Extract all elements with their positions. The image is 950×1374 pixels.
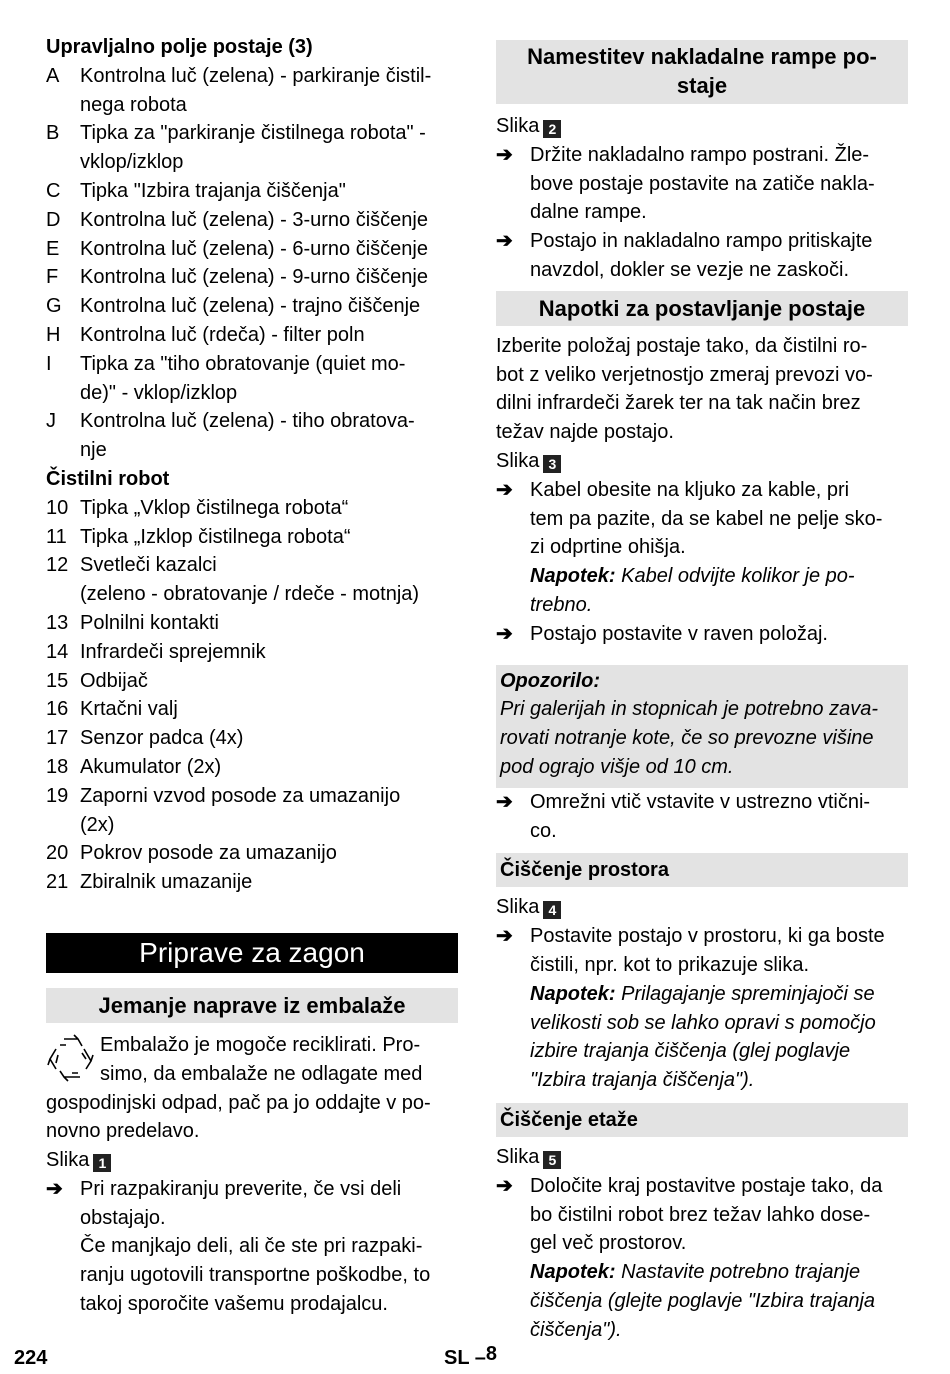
plug-step: ➔ Omrežni vtič vstavite v ustrezno vtični- co. <box>496 788 908 846</box>
arrow-right-icon: ➔ <box>496 790 513 813</box>
list-item <box>46 292 458 321</box>
item-text: Senzor padca (4x) <box>80 727 244 750</box>
item-text: Tipka za "parkiranje čistilnega robota" - vklop/izklop <box>80 122 426 174</box>
room-note: Napotek: Prilagajanje spreminjajoči se velikosti sob se lahko opravi s pomočjo izbire trajanja čiščenja (glej poglavje "Izbira trajanja čiščenja"). <box>530 982 876 1092</box>
list-item <box>46 407 458 465</box>
list-item <box>46 868 458 897</box>
item-key: 12 <box>46 554 69 577</box>
item-key: J <box>46 410 56 433</box>
item-key: 11 <box>46 525 67 548</box>
item-key: D <box>46 208 61 231</box>
left-column <box>46 33 458 1319</box>
item-key: 19 <box>46 784 69 807</box>
item-text: Svetleči kazalci (zeleno - obratovanje / rdeče - motnja) <box>80 554 420 606</box>
arrow-right-icon: ➔ <box>46 1177 63 1200</box>
placement-step-2: ➔ Postajo postavite v raven položaj. <box>496 620 908 649</box>
item-text: Kontrolna luč (zelena) - 6-urno čiščenje <box>80 237 428 260</box>
list-item <box>46 119 458 177</box>
arrow-right-icon: ➔ <box>496 230 513 253</box>
floor-cleaning-title: Čiščenje etaže <box>496 1103 908 1137</box>
figure-number-badge: 5 <box>543 1151 561 1169</box>
arrow-right-icon: ➔ <box>496 478 513 501</box>
room-cleaning-title: Čiščenje prostora <box>496 853 908 887</box>
ramp-step-2: ➔ Postajo in nakladalno rampo pritiskajte navzdol, dokler se vezje ne zaskoči. <box>496 227 908 285</box>
ramp-title: Namestitev nakladalne rampe po- staje <box>496 40 908 104</box>
item-key: 16 <box>46 698 69 721</box>
figure-ref-2: Slika 2 <box>496 112 908 141</box>
list-item <box>46 321 458 350</box>
list-item <box>46 695 458 724</box>
recycle-line-2: simo, da embalaže ne odlagate med <box>100 1062 423 1085</box>
item-text: Akumulator (2x) <box>80 755 222 778</box>
list-item <box>46 350 458 408</box>
item-key: 21 <box>46 871 69 894</box>
robot-list <box>46 494 458 897</box>
figure-ref-5: Slika 5 <box>496 1143 908 1172</box>
floor-note: Napotek: Nastavite potrebno trajanje čiščenja (glejte poglavje "Izbira trajanja čiščenja"). <box>530 1261 876 1341</box>
item-text: Zbiralnik umazanije <box>80 871 253 894</box>
warning-title: Opozorilo: <box>500 669 600 692</box>
placement-text: Izberite položaj postaje tako, da čistilni ro- bot z veliko verjetnostjo zmeraj prevozi vo- dilni infrardeči žarek ter na tak način brez težav najde postajo. <box>496 334 873 444</box>
unpack-title: Jemanje naprave iz embalaže <box>46 988 458 1023</box>
item-key: 10 <box>46 496 69 519</box>
item-text: Kontrolna luč (zelena) - trajno čiščenje <box>80 295 421 318</box>
list-item <box>46 177 458 206</box>
page-number: 224 <box>14 1347 48 1369</box>
recycle-icon <box>46 1033 96 1087</box>
section-title: Priprave za zagon <box>46 933 458 973</box>
item-key: B <box>46 122 60 145</box>
unpack-step: ➔ Pri razpakiranju preverite, če vsi deli obstajajo. <box>46 1175 458 1233</box>
recycle-line-1: Embalažo je mogoče reciklirati. Pro- <box>100 1033 421 1056</box>
figure-number-badge: 3 <box>543 455 561 473</box>
item-text: Tipka „Vklop čistilnega robota“ <box>80 496 349 519</box>
list-item <box>46 62 458 120</box>
list-item <box>46 782 458 840</box>
right-column <box>496 40 908 1344</box>
placement-step-1: ➔ Kabel obesite na kljuko za kable, pri tem pa pazite, da se kabel ne pelje sko- zi odprtine ohišja. <box>496 476 908 562</box>
item-key: A <box>46 64 60 87</box>
item-key: F <box>46 266 59 289</box>
list-item <box>46 551 458 609</box>
item-text: Zaporni vzvod posode za umazanijo (2x) <box>80 784 401 836</box>
list-item <box>46 206 458 235</box>
list-item <box>46 523 458 552</box>
placement-title: Napotki za postavljanje postaje <box>496 291 908 326</box>
list-item <box>46 494 458 523</box>
floor-step: ➔ Določite kraj postavitve postaje tako, da bo čistilni robot brez težav lahko dose- gel več prostorov. <box>496 1172 908 1258</box>
ramp-step-1: ➔ Držite nakladalno rampo postrani. Žle- bove postaje postavite na zatiče nakla- dalne rampe. <box>496 141 908 227</box>
list-item <box>46 263 458 292</box>
item-text: Tipka „Izklop čistilnega robota“ <box>80 525 351 548</box>
list-item <box>46 753 458 782</box>
recycle-paragraph <box>46 1031 458 1146</box>
figure-ref-1: Slika 1 <box>46 1146 458 1175</box>
control-panel-title: Upravljalno polje postaje (3) <box>46 36 313 58</box>
item-text: Tipka za "tiho obratovanje (quiet mo- de)" - vklop/izklop <box>80 352 406 404</box>
recycle-line-4: novno predelavo. <box>46 1120 200 1143</box>
recycle-line-3: gospodinjski odpad, pač pa jo oddajte v po- <box>46 1091 431 1114</box>
warning-box: Opozorilo: Pri galerijah in stopnicah je potrebno zava- rovati notranje kote, če so prevozne višine pod ograjo višje od 10 cm. <box>496 665 908 788</box>
item-text: Odbijač <box>80 669 148 692</box>
figure-number-badge: 4 <box>543 901 561 919</box>
list-item <box>46 638 458 667</box>
item-key: E <box>46 237 60 260</box>
item-text: Kontrolna luč (rdeča) - filter poln <box>80 323 365 346</box>
item-text: Infrardeči sprejemnik <box>80 640 266 663</box>
list-item <box>46 609 458 638</box>
item-text: Tipka "Izbira trajanja čiščenja" <box>80 179 346 202</box>
placement-note: Napotek: Kabel odvijte kolikor je po- trebno. <box>530 565 855 616</box>
item-key: 17 <box>46 727 69 750</box>
figure-number-badge: 2 <box>543 120 561 138</box>
room-step: ➔ Postavite postajo v prostoru, ki ga boste čistili, npr. kot to prikazuje slika. <box>496 922 908 980</box>
item-text: Pokrov posode za umazanijo <box>80 842 337 865</box>
list-item <box>46 667 458 696</box>
robot-title: Čistilni robot <box>46 467 170 490</box>
item-key: 20 <box>46 842 69 865</box>
arrow-right-icon: ➔ <box>496 143 513 166</box>
figure-ref-4: Slika 4 <box>496 893 908 922</box>
unpack-note: Če manjkajo deli, ali če ste pri razpaki- ranju ugotovili transportne poškodbe, to takoj sporočite vašemu prodajalcu. <box>80 1235 431 1316</box>
item-key: I <box>46 352 52 375</box>
control-list <box>46 62 458 465</box>
item-key: C <box>46 179 61 202</box>
figure-number-badge: 1 <box>93 1154 111 1172</box>
arrow-right-icon: ➔ <box>496 1174 513 1197</box>
list-item <box>46 839 458 868</box>
item-key: 13 <box>46 611 69 634</box>
item-text: Kontrolna luč (zelena) - parkiranje čistil- nega robota <box>80 64 432 116</box>
item-key: 18 <box>46 755 69 778</box>
item-key: 15 <box>46 669 69 692</box>
item-text: Krtačni valj <box>80 698 178 721</box>
item-key: H <box>46 323 61 346</box>
list-item <box>46 724 458 753</box>
arrow-right-icon: ➔ <box>496 925 513 948</box>
item-key: 14 <box>46 640 69 663</box>
item-text: Kontrolna luč (zelena) - tiho obratova- nje <box>80 410 415 462</box>
item-key: G <box>46 295 62 318</box>
item-text: Kontrolna luč (zelena) - 9-urno čiščenje <box>80 266 428 289</box>
arrow-right-icon: ➔ <box>496 622 513 645</box>
item-text: Kontrolna luč (zelena) - 3-urno čiščenje <box>80 208 428 231</box>
figure-ref-3: Slika 3 <box>496 447 908 476</box>
footer-lang: SL –8 <box>444 1343 498 1369</box>
list-item <box>46 235 458 264</box>
item-text: Polnilni kontakti <box>80 611 219 634</box>
